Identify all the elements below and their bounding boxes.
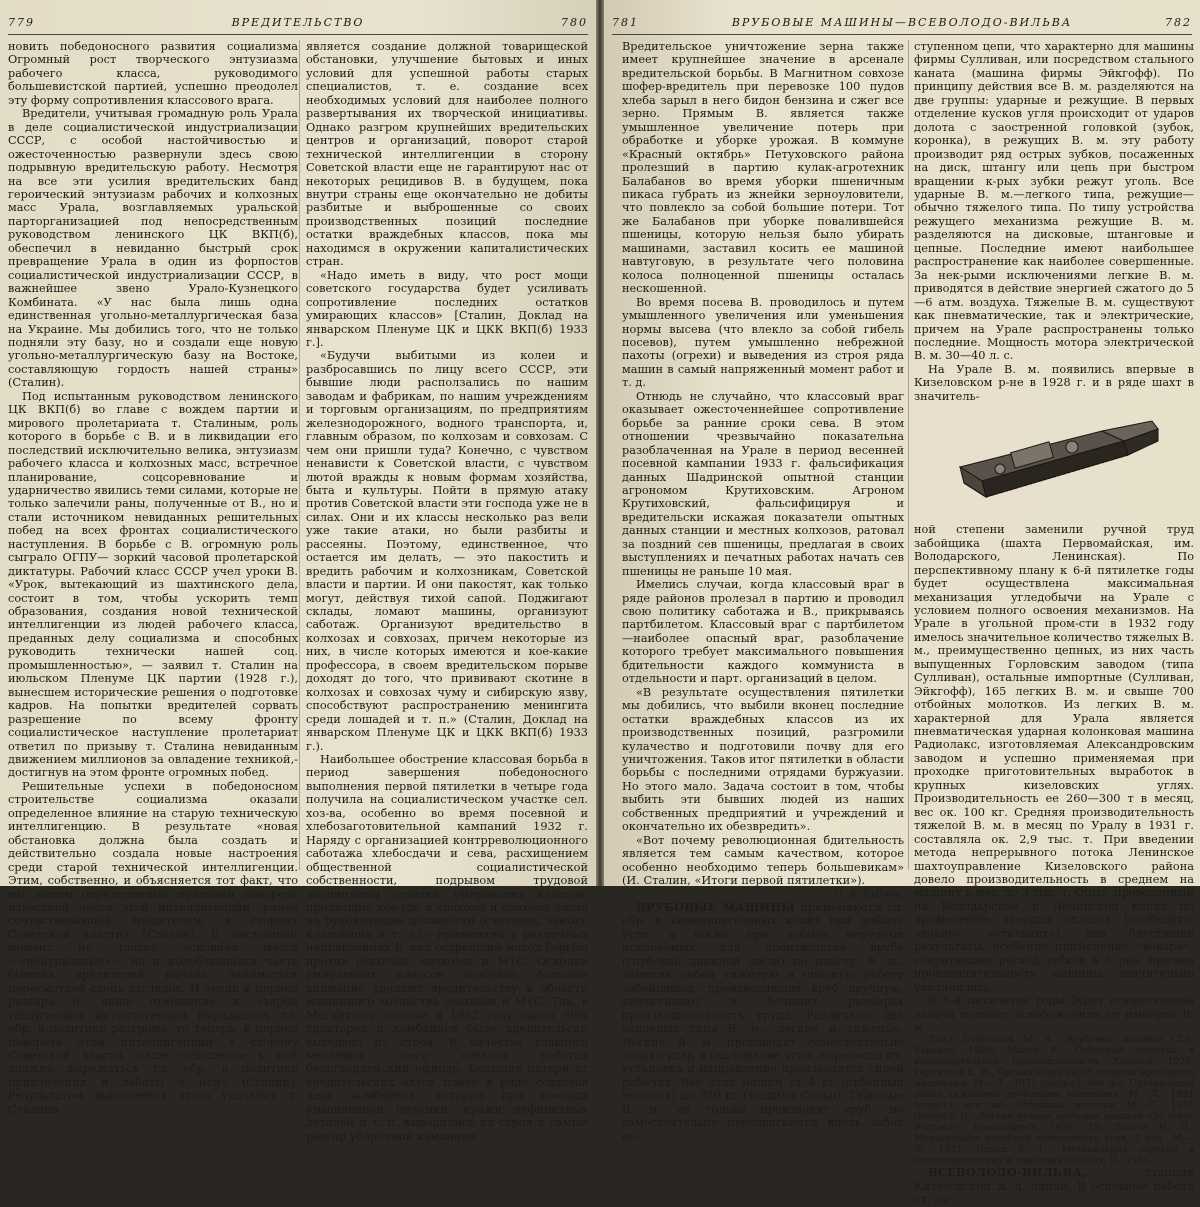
- page-number-779: 779: [8, 16, 35, 29]
- quote-paragraph: «Вот почему революционная бдительность является тем самым качеством, которое особенно необходимо теперь большевикам» (И. Сталин, «Итоги первой пятилетки»).: [622, 833, 904, 888]
- paragraph: Решительные успехи в победоносном строительстве социализма оказали определенное влияние на старую техническую интеллигенцию. В результате «новая обстановка должна была создать и действительно создала новые настроения среди старой технической интеллигенции. Этим, собственно, и объясняется тот факт, что мы имеем определенные признаки поворота известной части этой интеллигенции, ранее сочувствовавшей вредителям, в сторону Советской власти» (Сталин). В настоящий момент не только основная масса—«нейтральные»— но и колеблющаяся часть бывших вредителей начала заниматься пересмоткой своих взглядов. И «если в период разгара В. наше отношение к старой технической интеллигенции выражалось гл. обр. в политике разгрома, то теперь, в период поворота этой интеллигенции в сторону Советской власти, наше отношение к ней должно выражаться гл. обр. в политике привлечения и заботы о ней» (Сталин). Результатом выполнения этого указания т. Сталина: [8, 779, 298, 1116]
- right-page-column-1: [622, 40, 905, 1143]
- paragraph: «Надо иметь в виду, что рост мощи советского государства будет усиливать сопротивление последних остатков умирающих классов» [Сталин, Доклад на январском Пленуме ЦК и ЦКК ВКП(б) 1933 г.].: [306, 268, 588, 349]
- left-page-column-1: [8, 40, 298, 1116]
- header-rule-left: [8, 34, 588, 35]
- page-number-782: 782: [1165, 16, 1192, 29]
- paragraph: На Урале В. м. появились впервые в Кизеловском р-не в 1928 г. и в ряде шахт в значитель-: [914, 362, 1194, 403]
- running-title-left: ВРЕДИТЕЛЬСТВО: [231, 16, 365, 29]
- book-gutter: [596, 0, 604, 886]
- paragraph: Во время посева В. проводилось и путем умышленного увеличения или уменьшения нормы высева (что влекло за собой гибель посевов), путем умышленно небрежной пахоты (огрехи) и выведения из строя ряда машин в самый напряженный момент работ и т. д.: [622, 295, 904, 390]
- paragraph: Под испытанным руководством ленинского ЦК ВКП(б) во главе с вождем партии и мирового пролетариата т. Сталиным, роль которого в борьбе с В. и в ликвидации его последствий исключительно велика, энтузиазм рабочего класса и колхозных масс, встречное планирование, соцсоревнование и ударничество явились теми силами, которые не только залечили раны, полученные от В., но и стали источником невиданных решительных побед на всех фронтах социалистического наступления. В борьбе с В. огромную роль сыграло ОГПУ— зоркий часовой пролетарской диктатуры. Рабочий класс СССР учел уроки В. «Урок, вытекающий из шахтинского дела, состоит в том, чтобы ускорить темп образования, создания новой технической интеллигенции из людей рабочего класса, преданных делу социализма и способных руководить технически нашей соц. промышленностью», — заявил т. Сталин на июльском Пленуме ЦК партии (1928 г.), вынесшем исторические решения о подготовке кадров. На попытки вредителей сорвать разрешение по всему фронту социалистическое наступление пролетариат ответил по призыву т. Сталина невиданным движением миллионов за овладение техникой,-достигнув на этом фронте огромных побед.: [8, 389, 298, 780]
- right-page-column-2: [914, 40, 1194, 1207]
- paragraph: Имелись случаи, когда классовый враг в ряде районов пролезал в партию и проводил свою политику саботажа и В., прикрываясь партбилетом. Классовый враг с партбилетом—наиболее опасный враг, разоблачение которого требует максимального повышения бдительности каждого коммуниста в отдельности и парт. организаций в целом.: [622, 578, 904, 686]
- left-page: [0, 0, 596, 1143]
- article-vrubovye-mashiny: [622, 901, 904, 1143]
- paragraph: Вредители, учитывая громадную роль Урала в деле социалистической индустриализации СССР, с особой настойчивостью и ожесточенностью развернули здесь свою подрывную вредительскую работу. Несмотря на все эти усилия вредительских банд героический энтузиазм рабочих и колхозных масс Урала, возглавляемых уральской парторганизацией под непосредственным руководством ленинского ЦК ВКП(б), обеспечил в невиданно быстрый срок превращение Урала в один из форпостов социалистической индустриализации СССР, в важнейшее звено Урало-Кузнецкого Комбината. «У нас была лишь одна единственная угольно-металлургическая база на Украине. Мы добились того, что не только подняли эту базу, но и создали еще новую угольно-металлургическую базу на Востоке, составляющую гордость нашей страны» (Сталин).: [8, 107, 298, 390]
- coal-cutting-machine-illustration: [952, 407, 1162, 519]
- page-number-780: 780: [561, 16, 588, 29]
- paragraph: Отнюдь не случайно, что классовый враг оказывает ожесточеннейшее сопротивление борьбе за ранние сроки сева. В этом отношении чрезвычайно показательна разоблаченная на Урале в период весенней посевной кампании 1933 г. фальсификация данных Шадринской опытной станции агрономом Крутиховским. Агроном Крутиховский, фальсифицируя и вредительски искажая показатели опытных данных станции и местных колхозов, ратовал за поздний сев пшеницы, предлагая в своих выступлениях и печатных работах начать сев пшеницы не раньше 10 мая.: [622, 389, 904, 578]
- coal-cutter-drawing: [952, 407, 1162, 519]
- paragraph: Вредительское уничтожение зерна также имеет крупнейшее значение в арсенале вредительской борьбы. В Магнитном совхозе шофер-вредитель при перевозке 100 пудов хлеба зарыл в него бидон бензина и сжег все зерно. Прямым В. является также умышленное увеличение потерь при обработке и уборке урожая. В коммуне «Красный октябрь» Петуховского района пролезший в партию кулак-агротехник Балабанов во время уборки пшеничным пикаса губрать из жнейки зерноуловители, что повлекло за собой большие потери. Тот же Балабанов при уборке повалившейся пшеницы, которую нельзя было убирать машинами, заставил косить ее машиной навтуговую, в результате чего половина колоса полноценной пшеницы осталась нескошенной.: [622, 40, 904, 296]
- article-text: применяются гл. обр. в каменноугольных копях при добыче угля, а также при добыче нерудных ископаемых для производства вруба (глубокой длинной щели) по пласту. В. м., заменяя собой тяжелую и опасную работу забойщиков, производивших вруб вручную, увеличивают в больших размерах производительность труда. Различают два основных типа В. м.: легкие и тяжелые. Легкие В. м. производят самостоятельно только удар и скалывание угля; переноска их, установка и направление производятся силой рабочих. Вес этих машин от 4 кг (отбойный молоток) до 350 кг (машина Сиско). Тяжелые В. м. не только производят вруб, но самостоятельно передвигаются вдоль забоя по-: [622, 901, 905, 1143]
- quote-paragraph: «В результате осуществления пятилетки мы добились, что выбили вконец последние остатки враждебных классов из их производственных позиций, разгромили кулачество и подготовили почву для его уничтожения. Таков итог пятилетки в области борьбы с последними отрядами буржуазии. Но этого мало. Задача состоит в том, чтобы выбить эти бывших людей из наших собственных предприятий и учреждений и окончательно их обезвредить».: [622, 685, 904, 834]
- paragraph: «Будучи выбитыми из колеи и разбросавшись по лицу всего СССР, эти бывшие люди расползались по нашим заводам и фабрикам, по нашим учреждениям и торговым организациям, по предприятиям железнодорожного, водного транспорта, и, главным образом, по колхозам и совхозам. С чем они пришли туда? Конечно, с чувством ненависти к Советской власти, с чувством лютой вражды к новым формам хозяйства, быта и культуры. Пойти в прямую атаку против Советской власти эти господа уже не в силах. Они и их классы несколько раз вели уже такие атаки, но были разбиты и рассеяны. Поэтому, единственное, что остается им делать, — это пакостить и вредить рабочим и колхозникам, Советской власти и партии. И они пакостят, как только могут, действуя тихой сапой. Поджигают склады, ломают машины, организуют саботаж. Организуют вредительство в колхозах и совхозах, причем некоторые из них, в числе которых имеются и кое-какие профессора, в своем вредительском порыве доходят до того, что прививают скотине в колхозах и совхозах чуму и сибирскую язву, способствуют распространению менингита среди лошадей и т. п.» (Сталин, Доклад на январском Пленуме ЦК и ЦКК ВКП(б) 1933 г.).: [306, 349, 588, 753]
- paragraph: ной степени заменили ручной труд забойщика (шахта Первомайская, им. Володарского, Ленинская). По перспективному плану к 6-й пятилетке годы будет осуществлена максимальная механизация угледобычи на Урале с условием полного освоения механизмов. На Урале в угольной пром-сти в 1932 году имелось значительное количество тяжелых В. м., преимущественно цепных, из них часть выпущенных Горловским заводом (типа Сулливан), остальные импортные (Сулливан, Эйкгофф), 165 легких В. м. и свыше 700 отбойных молотков. Из легких В. м. характерной для Урала является пневматическая ударная колонковая машина Радиолакс, изготовляемая Александровским заводом и успешно применяемая при проходке приготовительных выработок в крупных кизеловских углях. Производительность ее 260—300 т в месяц, вес ок. 100 кг. Средняя производительность тяжелой В. м. в месяц по Уралу в 1931 г. составляла ок. 2,9 тыс. т. При введении метода непрерывного потока Ленинское шахтоуправление Кизеловского района довело производительность в среднем на машину в мес. до 3 тыс. т. Опыт, проведенный на Володарской и Ленинской копях по применению твердых сплавов («победит», «вокар», «стальнит»), дал блестящие результаты, особенно применение «вокара», сократившее расход зубков в 5 раз, причем производительность машины значительно увеличилась.: [914, 523, 1194, 994]
- left-page-header: [8, 16, 588, 34]
- page-number-781: 781: [612, 16, 639, 29]
- paragraph: ступенном цепи, что характерно для машины фирмы Сулливан, или посредством стального каната (машина фирмы Эйкгофф). По принципу действия все В. м. разделяются на две группы: ударные и режущие. В первых отделение кусков угля происходит от ударов долота с заостренной головкой (зубок, коронка), в режущих В. м. эту работу производит ряд острых зубков, посаженных на диск, штангу или цепь при быстром вращении к-рых зубки режут уголь. Все ударные В. м.—легкого типа, режущие—обычно тяжелого типа. По типу устройства режущего механизма режущие В. м. разделяются на дисковые, штанговые и цепные. Последние имеют наибольшее распространение как наиболее совершенные. За нек-рыми исключениями легкие В. м. приводятся в действие энергией сжатого до 5—6 атм. воздуха. Тяжелые В. м. существуют как пневматические, так и электрические, причем на Урале распространены только последние. Мощность мотора электрической В. м. 30—40 л. с.: [914, 40, 1194, 363]
- article-heading: ВРУБОВЫЕ МАШИНЫ: [636, 900, 796, 914]
- paragraph: Наибольшее обострение классовая борьба в период завершения победоносного выполнения первой пятилетки в четыре года получила на социалистическом участке сел. хоз-ва, особенно во время посевной и хлебозаготовительной кампаний 1932 г. Наряду с организацией контрреволюционного саботажа хлебосдачи и сева, расхищением общественной социалистической собственности, подрывом трудовой дисциплины остатки умирающих классов, пролезшие кое-где в колхозы и совхозы часто на руководящие должности (счетовод, завхоз, кладовщик и т. д.),—применяли в различных направлениях В. как острейший метод борьбы против совхозов, колхозов и МТС. Осколки умирающих классов особенно большое внимание уделяют вредительству в области машинного хозяйства совхозов и МТС. Так, в Магнитном совхозе в 1932 году около 90% тракторов и комбайнов было вредительски выведено из строя. В качестве главного механика этого совхоза работал белогвардейский офицер. Большие потери от вредительских актов понес в ряде совхозов парк комбайнов, которые при помощи умышленной поломки, кражи дефицитных деталей и т. п. выводились из строя в самый разгар уборочной кампании.: [306, 753, 588, 1143]
- left-page-column-2: [306, 40, 588, 1143]
- paragraph: новить победоносного развития социализма Огромный рост творческого энтузиазма рабочего класса, руководимого большевистской партией, успешно преодолел эту форму сопротивления классового врага.: [8, 40, 298, 107]
- paragraph: является создание должной товарищеской обстановки, улучшение бытовых и иных условий для успешной работы старых специалистов, т. е. создание всех необходимых условий для наиболее полного развертывания их творческой инициативы. Однако разгром крупнейших вредительских центров и организаций, поворот старой технической интеллигенции в сторону Советской власти еще не гарантируют нас от некоторых рецидивов В. в будущем, пока внутри страны еще окончательно не добиты разбитые и выброшенные со своих производственных позиций последние остатки враждебных классов, пока мы находимся в окружении капиталистических стран.: [306, 40, 588, 269]
- article-heading: ВСЕВОЛОДО-ВИЛЬВА,: [928, 1165, 1087, 1180]
- running-title-right: ВРУБОВЫЕ МАШИНЫ—ВСЕВОЛОДО-ВИЛЬВА: [731, 16, 1073, 29]
- header-rule-right: [612, 34, 1192, 35]
- literature-references: Лит.: Зелинский М. Я., Врубовые машины CLE, Харьков, 1929; Майер Р., Отбойные молотки в каменноугольной промышленности, Харьков, 1929; Геронтьев В. И., Организация работ легкими врубовыми машинами, М.—Л., 1931 (попул.); его же, Организация работ тяжелыми врубовыми машинами, М.—Л., 1931 (попул.); его же, Отбойные молотки, М.—Л., 1931 (попул.); И., Легкая ручная врубовая машина «За уголь Востока», Новосибирск, 1931, 15; Лакоза Н. П., Механизация подобной взвешенного угля, 2 изд., М.—Л., 1931; Ицких В. Г., Механизация зарубки в подготовительных и очистных работах, Л., 1931.: [914, 1034, 1194, 1167]
- column-separator-right: [908, 40, 909, 870]
- column-separator-left: [299, 40, 300, 870]
- article-text: станция Кизеловской ж.-д. линии. В основном работа ст. за-: [914, 1166, 1194, 1207]
- right-page: [604, 0, 1200, 1207]
- author-signature: Н. А. Бубнов.: [834, 888, 904, 900]
- right-page-header: [612, 16, 1192, 34]
- article-vsevolodo-vilva: [914, 1166, 1194, 1206]
- paragraph: В 6-й пятилетке годы будет осуществлена задача полного освобождения от импорта В. м.: [914, 994, 1194, 1034]
